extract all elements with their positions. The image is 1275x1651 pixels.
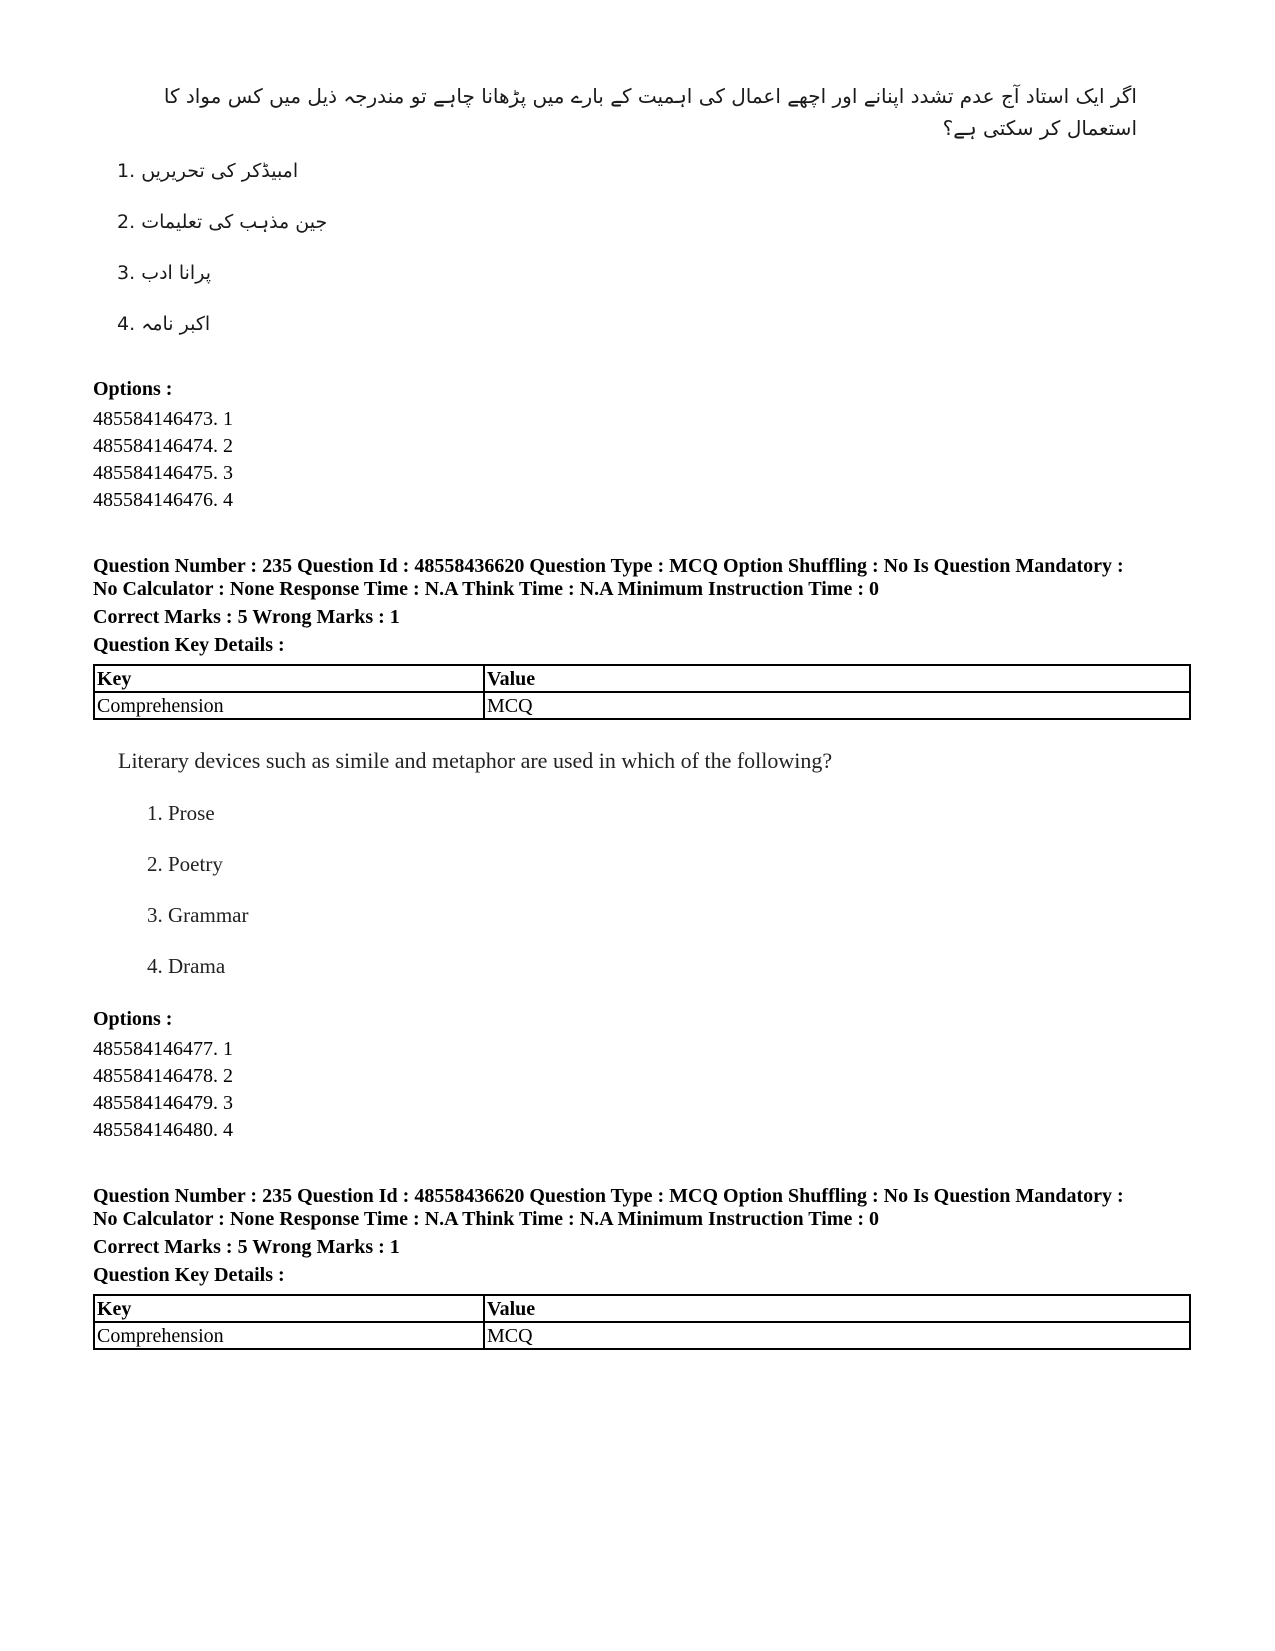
question-meta-line2: No Calculator : None Response Time : N.A Think Time : N.A Minimum Instruction Time : 0 bbox=[93, 578, 879, 600]
urdu-choice-2 bbox=[117, 211, 327, 233]
table-header-key: Key bbox=[94, 1295, 484, 1322]
urdu-choice-3 bbox=[117, 262, 211, 284]
table-header-row bbox=[94, 665, 1190, 692]
option-2-1: 485584146477. 1 bbox=[93, 1038, 233, 1060]
marks-line: Correct Marks : 5 Wrong Marks : 1 bbox=[93, 606, 400, 628]
urdu-choice-1-text: امبیڈکر کی تحریریں bbox=[141, 160, 299, 182]
table-cell-value: MCQ bbox=[484, 692, 1190, 719]
table-header-value: Value bbox=[484, 665, 1190, 692]
question-meta-line2-2: No Calculator : None Response Time : N.A Think Time : N.A Minimum Instruction Time : 0 bbox=[93, 1208, 879, 1230]
table-header-row bbox=[94, 1295, 1190, 1322]
urdu-question-block bbox=[117, 80, 1137, 335]
key-details-label: Question Key Details : bbox=[93, 634, 285, 656]
table-row bbox=[94, 1322, 1190, 1349]
options-label-2: Options : bbox=[93, 1008, 173, 1030]
english-choice-4: 4. Drama bbox=[147, 954, 226, 978]
question-meta-line1: Question Number : 235 Question Id : 48558436620 Question Type : MCQ Option Shuffling : No Is Question Mandatory : bbox=[93, 555, 1124, 577]
question-meta-line1-2: Question Number : 235 Question Id : 48558436620 Question Type : MCQ Option Shuffling : No Is Question Mandatory : bbox=[93, 1185, 1124, 1207]
option-1-3: 485584146475. 3 bbox=[93, 462, 233, 484]
urdu-choice-1 bbox=[117, 160, 298, 182]
table-cell-key: Comprehension bbox=[94, 692, 484, 719]
table-header-value: Value bbox=[484, 1295, 1190, 1322]
option-1-4: 485584146476. 4 bbox=[93, 489, 233, 511]
english-choice-2: 2. Poetry bbox=[147, 852, 223, 876]
option-1-1: 485584146473. 1 bbox=[93, 408, 233, 430]
urdu-choice-3-num: 3. bbox=[117, 262, 136, 284]
urdu-choice-4-num: 4. bbox=[117, 313, 136, 335]
urdu-choice-2-text: جین مذہب کی تعلیمات bbox=[141, 211, 328, 233]
table-cell-key: Comprehension bbox=[94, 1322, 484, 1349]
key-details-table bbox=[93, 664, 1191, 720]
key-details-table-2 bbox=[93, 1294, 1191, 1350]
option-2-2: 485584146478. 2 bbox=[93, 1065, 233, 1087]
english-choice-1: 1. Prose bbox=[147, 801, 215, 825]
urdu-choice-1-num: 1. bbox=[117, 160, 136, 182]
option-1-2: 485584146474. 2 bbox=[93, 435, 233, 457]
option-2-4: 485584146480. 4 bbox=[93, 1119, 233, 1141]
option-2-3: 485584146479. 3 bbox=[93, 1092, 233, 1114]
options-label-1: Options : bbox=[93, 378, 173, 400]
english-choice-3: 3. Grammar bbox=[147, 903, 249, 927]
urdu-choice-2-num: 2. bbox=[117, 211, 136, 233]
urdu-choice-3-text: پرانا ادب bbox=[141, 262, 211, 284]
table-row bbox=[94, 692, 1190, 719]
table-header-key: Key bbox=[94, 665, 484, 692]
key-details-label-2: Question Key Details : bbox=[93, 1264, 285, 1286]
table-cell-value: MCQ bbox=[484, 1322, 1190, 1349]
english-question-text: Literary devices such as simile and metaphor are used in which of the following? bbox=[118, 748, 833, 773]
marks-line-2: Correct Marks : 5 Wrong Marks : 1 bbox=[93, 1236, 400, 1258]
urdu-question-text: اگر ایک استاد آج عدم تشدد اپنانے اور اچھے اعمال کی اہمیت کے بارے میں پڑھانا چاہے تو مندرجہ ذیل میں کس مواد کا استعمال کر سکتی ہے؟ bbox=[163, 84, 1137, 140]
urdu-choice-4 bbox=[117, 313, 210, 335]
urdu-choice-4-text: اکبر نامہ bbox=[141, 313, 211, 335]
